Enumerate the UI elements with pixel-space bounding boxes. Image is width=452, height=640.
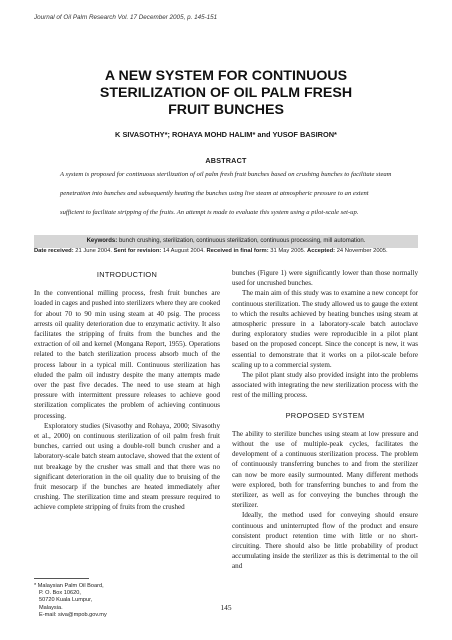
journal-header: Journal of Oil Palm Research Vol. 17 December 2005, p. 145-151 [34, 14, 218, 21]
footnote-line: Malaysia. [39, 604, 63, 611]
body-paragraph: The main aim of this study was to examine a new concept for continuous sterilization. The study allowed us to gauge the extent to which the results achieved by heating bunches using steam at atmospheric pressure in a laboratory-scale batch autoclave during exploratory studies were reproducible in a pilot plant based on the proposed concept. Since the concept is new, it was essential to demonstrate that it works on a pilot-scale before scaling up to a commercial system. [232, 289, 418, 369]
date-revision: 14 August 2004. [162, 248, 205, 254]
keywords-label: Keywords: [86, 238, 118, 244]
date-accepted: 24 November 2005. [336, 248, 388, 254]
date-accepted-label: Accepted: [307, 248, 336, 254]
affiliation-footnote [34, 583, 107, 619]
authors: K SIVASOTHY*; ROHAYA MOHD HALIM* and YUSOF BASIRON* [115, 130, 337, 139]
footnote-line: E-mail: siva@mpob.gov.my [39, 611, 107, 618]
article-title [60, 68, 392, 119]
abstract-text: A system is proposed for continuous sterilization of oil palm fresh fruit bunches based on crushing bunches to facilitate steam penetration into bunches and subsequently heating the bunches using live steam at atmospheric pressure to an extent sufficient to facilitate stripping of the fruits. An attempt is made to evaluate this system using a pilot-scale set-up. [60, 171, 392, 216]
body-paragraph: bunches (Figure 1) were significantly lower than those normally used for uncrushed bunches. [232, 269, 418, 288]
introduction-heading: INTRODUCTION [96, 270, 158, 279]
abstract-heading: ABSTRACT [205, 156, 247, 165]
intro-paragraph: Exploratory studies (Sivasothy and Rohaya, 2000; Sivasothy et al., 2000) on continuous sterilization of oil palm fresh fruit bunches, carried out using a double-roll bunch crusher and a laboratory-scale batch steam autoclave, showed that the extent of nut breakage by the crusher was small and that there was no significant deterioration in the oil quality due to bruising of the fruit mesocarp if the bunches are heated immediately after crushing. The sterilization time and steam pressure required to achieve complete stripping of fruits from the crushed [34, 421, 220, 512]
intro-paragraph: In the conventional milling process, fresh fruit bunches are loaded in cages and pushed into sterilizers where they are cooked for about 70 to 90 min using steam at 40 psig. The process arrests oil quality deterioration due to enzymatic activity. It also facilitates the stripping of fruits from the bunches and the extraction of oil and kernel (Mongana Report, 1955). Operations related to the batch sterilization process absorb much of the process labour in a typical mill. Continuous sterilization has eluded the palm oil industry despite the many attempts made over the past five decades. The need to use steam at high pressure with intermittent pressure releases to achieve good sterilization complicates the problem of achieving continuous processing. [34, 289, 220, 420]
footnote-rule [34, 578, 89, 579]
footnote-line: 50720 Kuala Lumpur, [39, 597, 93, 604]
footnote-line: * Malaysian Palm Oil Board, [34, 583, 104, 589]
keywords-box [34, 235, 418, 248]
date-final-label: Received in final form: [206, 248, 269, 254]
body-paragraph: Ideally, the method used for conveying should ensure continuous and uninterrupted flow of the product and ensure consistent product retention time with little or no short-circuiting. There should also be little probability of product accumulating inside the sterilizer as this is detrimental to the oil and [232, 511, 418, 571]
date-received-label: Date received: [34, 248, 74, 254]
title-line: A NEW SYSTEM FOR CONTINUOUS [104, 68, 348, 84]
right-column [232, 268, 418, 572]
title-line: FRUIT BUNCHES [168, 102, 284, 118]
date-revision-label: Sent for revision: [113, 248, 162, 254]
body-paragraph: The pilot plant study also provided insight into the problems associated with integrating the new sterilization process with the rest of the milling process. [232, 371, 418, 400]
dates-line [34, 248, 424, 254]
keywords-text: bunch crushing, sterilization, continuous sterilization, continuous processing, mill automation. [118, 238, 366, 244]
proposed-system-heading: PROPOSED SYSTEM [285, 410, 365, 420]
title-line: STERILIZATION OF OIL PALM FRESH [99, 85, 353, 101]
footnote-line: P. O. Box 10620, [39, 590, 81, 597]
body-paragraph: The ability to sterilize bunches using steam at low pressure and without the use of multiple-peak cycles, facilitates the development of a continuous sterilization process. The problem of continuously transferring bunches to and from the sterilizer can now be more easily surmounted. Many different methods were explored, both for transferring bunches to and from the sterilizer, as well as for conveying the bunches through the sterilizer. [232, 429, 418, 510]
left-column [34, 270, 220, 513]
date-received: 21 June 2004. [75, 248, 113, 254]
page-number: 145 [220, 603, 232, 612]
date-final: 31 May 2005. [270, 248, 306, 254]
